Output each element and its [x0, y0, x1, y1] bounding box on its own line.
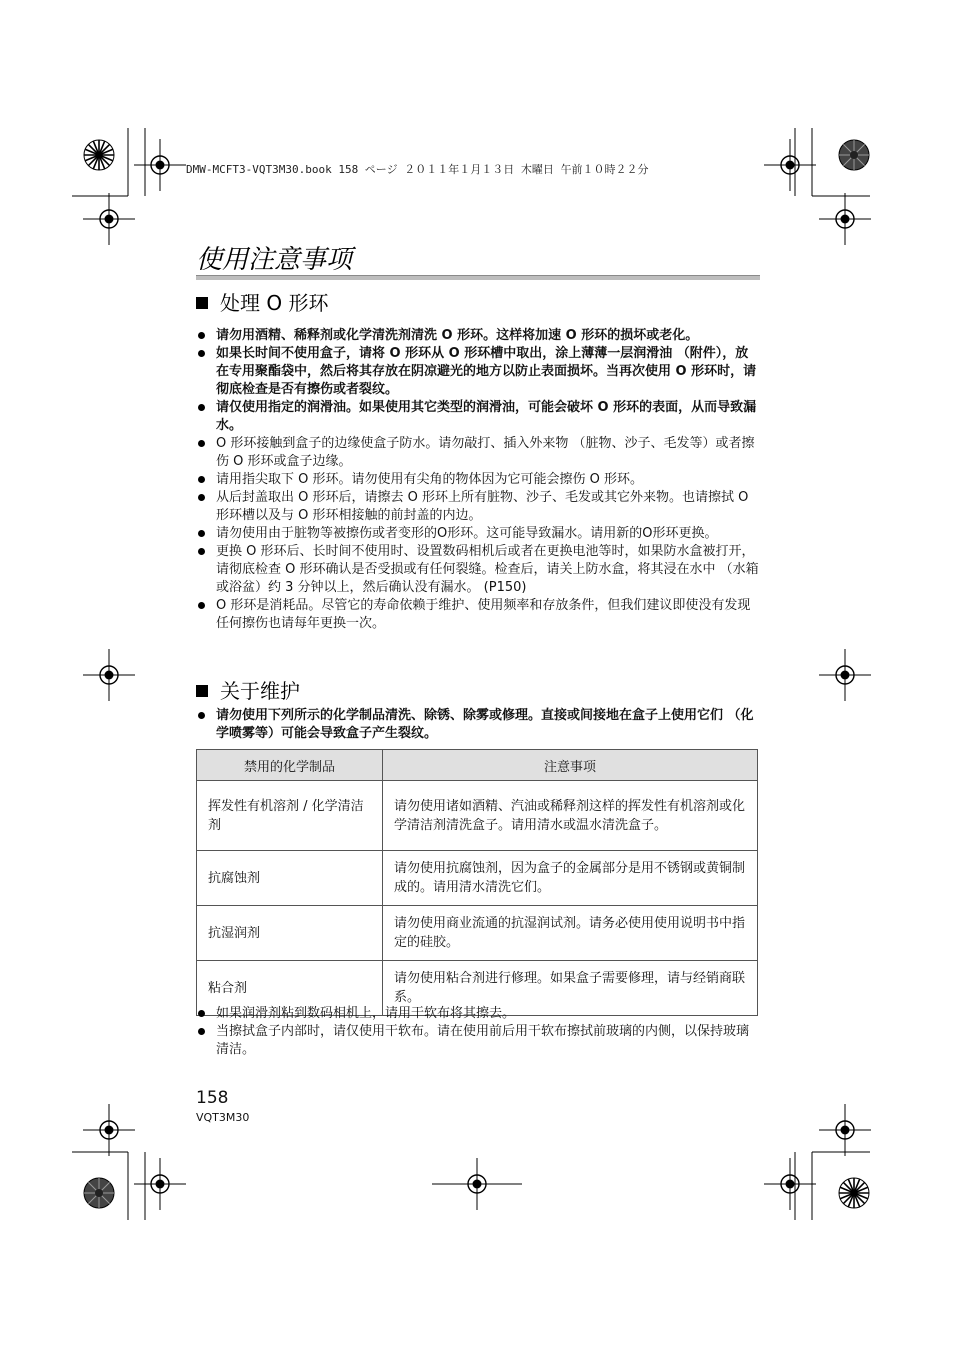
section-heading-text: 关于维护 [220, 679, 300, 703]
square-bullet-icon [196, 685, 208, 697]
page-title: 使用注意事项 [196, 245, 353, 275]
list-item: 更换 O 形环后、长时间不使用时、设置数码相机后或者在更换电池等时，如果防水盒被打开，请彻底检查 O 形环确认是否受损或有任何裂缝。检查后，请关上防水盒，将其浸在水中 （水箱或浴盆）约 3 分钟以上，然后确认没有漏水。 (P150) [196, 543, 760, 597]
table-cell-notes: 请勿使用抗腐蚀剂，因为盒子的金属部分是用不锈钢或黄铜制成的。请用清水清洗它们。 [383, 851, 758, 906]
table-header-row [197, 750, 758, 781]
section-heading-text: 处理 O 形环 [220, 291, 329, 315]
title-underline [196, 275, 760, 280]
o-ring-bullet-list [196, 327, 760, 633]
list-item: 从后封盖取出 O 形环后，请擦去 O 形环上所有脏物、沙子、毛发或其它外来物。也请擦拭 O 形环槽以及与 O 形环相接触的前封盖的内边。 [196, 489, 760, 525]
list-item: 如果长时间不使用盒子，请将 O 形环从 O 形环槽中取出，涂上薄薄一层润滑油 （附件），放在专用聚酯袋中，然后将其存放在阴凉避光的地方以防止表面损坏。当再次使用 O 形环时，请彻底检查是否有擦伤或者裂纹。 [196, 345, 760, 399]
list-item: 请仅使用指定的润滑油。如果使用其它类型的润滑油，可能会破坏 O 形环的表面，从而导致漏水。 [196, 399, 760, 435]
table-cell-chemical: 粘合剂 [197, 961, 383, 1016]
list-item: 请勿使用由于脏物等被擦伤或者变形的O形环。这可能导致漏水。请用新的O形环更换。 [196, 525, 760, 543]
table-cell-chemical: 抗湿润剂 [197, 906, 383, 961]
maintenance-after-list [196, 1005, 760, 1059]
list-item: O 形环接触到盒子的边缘使盒子防水。请勿敲打、插入外来物 （脏物、沙子、毛发等）或者擦伤 O 形环或盒子边缘。 [196, 435, 760, 471]
list-item: 当擦拭盒子内部时，请仅使用干软布。请在使用前后用干软布擦拭前玻璃的内侧，以保持玻璃清洁。 [196, 1023, 760, 1059]
table-cell-notes: 请勿使用诸如酒精、汽油或稀释剂这样的挥发性有机溶剂或化学清洁剂清洗盒子。请用清水或温水清洗盒子。 [383, 781, 758, 851]
list-item: 如果润滑剂粘到数码相机上，请用干软布将其擦去。 [196, 1005, 760, 1023]
list-item: O 形环是消耗品。尽管它的寿命依赖于维护、使用频率和存放条件，但我们建议即使没有发现任何擦伤也请每年更换一次。 [196, 597, 760, 633]
square-bullet-icon [196, 297, 208, 309]
document-code: VQT3M30 [196, 1111, 250, 1124]
table-row [197, 851, 758, 906]
print-header: DMW-MCFT3-VQT3M30.book 158 ページ ２０１１年１月１３日 木曜日 午前１０時２２分 [186, 163, 649, 176]
section-heading-maintenance [196, 678, 760, 704]
chemicals-table [196, 749, 758, 1016]
list-item: 请勿使用下列所示的化学制品清洗、除锈、除雾或修理。直接或间接地在盒子上使用它们 （化学喷雾等）可能会导致盒子产生裂纹。 [196, 707, 760, 743]
list-item: 请勿用酒精、稀释剂或化学清洗剂清洗 O 形环。这样将加速 O 形环的损坏或老化。 [196, 327, 760, 345]
table-cell-chemical: 抗腐蚀剂 [197, 851, 383, 906]
page-number: 158 [196, 1088, 229, 1108]
section-heading-o-ring [196, 290, 760, 316]
table-cell-notes: 请勿使用粘合剂进行修理。如果盒子需要修理，请与经销商联系。 [383, 961, 758, 1016]
table-cell-chemical: 挥发性有机溶剂 / 化学清洁剂 [197, 781, 383, 851]
table-header-chemical: 禁用的化学制品 [197, 750, 383, 781]
table-row [197, 906, 758, 961]
table-row [197, 781, 758, 851]
list-item: 请用指尖取下 O 形环。请勿使用有尖角的物体因为它可能会擦伤 O 形环。 [196, 471, 760, 489]
maintenance-intro-list [196, 707, 760, 743]
table-cell-notes: 请勿使用商业流通的抗湿润试剂。请务必使用使用说明书中指定的硅胶。 [383, 906, 758, 961]
table-header-notes: 注意事项 [383, 750, 758, 781]
